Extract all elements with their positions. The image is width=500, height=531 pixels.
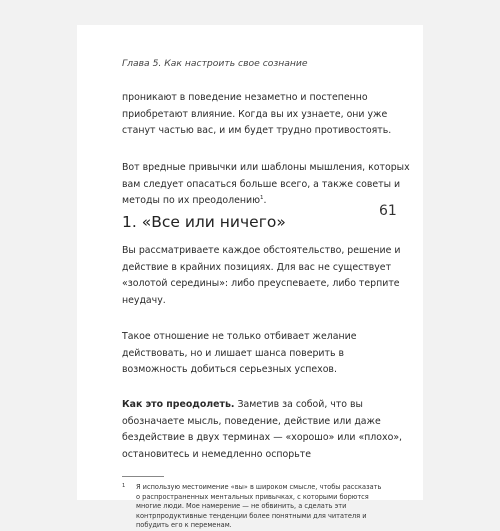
paragraph: Вы рассматриваете каждое обстоятельство, решение и действие в крайних позициях. Для вас не существует «золотой середины»: либо преуспеваете, либо терпите неудачу.: [122, 245, 401, 307]
period: .: [263, 195, 267, 207]
paragraph: [122, 160, 410, 210]
footnote: [122, 483, 387, 531]
paragraph: проникают в поведение незаметно и постепенно приобретают влияние. Когда вы их узнаете, они уже станут частью вас, и им будет трудно противостоять.: [122, 92, 392, 137]
footnote-rule: [122, 476, 164, 477]
running-head: Глава 5. Как настроить свое сознание: [122, 58, 308, 69]
book-page: [77, 25, 423, 530]
footnote-reference[interactable]: 1: [260, 195, 264, 202]
paragraph-text: Вот вредные привычки или шаблоны мышления, которых вам следует опасаться больше всего, а также советы и методы по их преодолению: [122, 162, 410, 207]
page-number: 61: [379, 203, 397, 219]
footnote-text: Я использую местоимение «вы» в широком смысле, чтобы рассказать о распространенных ментальных привычках, с которыми борются многие люди. Мое намерение — не обвинить, а сделать эти контрпродуктивные тенденции более понятными для читателя и побудить его к переменам.: [136, 483, 382, 530]
section-heading: 1. «Все или ничего»: [122, 213, 286, 231]
footnote-mark: 1: [122, 483, 126, 489]
paragraph: Такое отношение не только отбивает желание действовать, но и лишает шанса поверить в возможность добиться серьезных успехов.: [122, 331, 357, 376]
paragraph-lead: Как это преодолеть.: [122, 399, 235, 410]
paragraph-text: Заметив за собой, что вы обозначаете мысль, поведение, действие или даже бездействие в двух терминах — «хорошо» или «плохо», остановитесь и немедленно оспорьте: [122, 399, 403, 461]
paragraph: [122, 397, 410, 464]
